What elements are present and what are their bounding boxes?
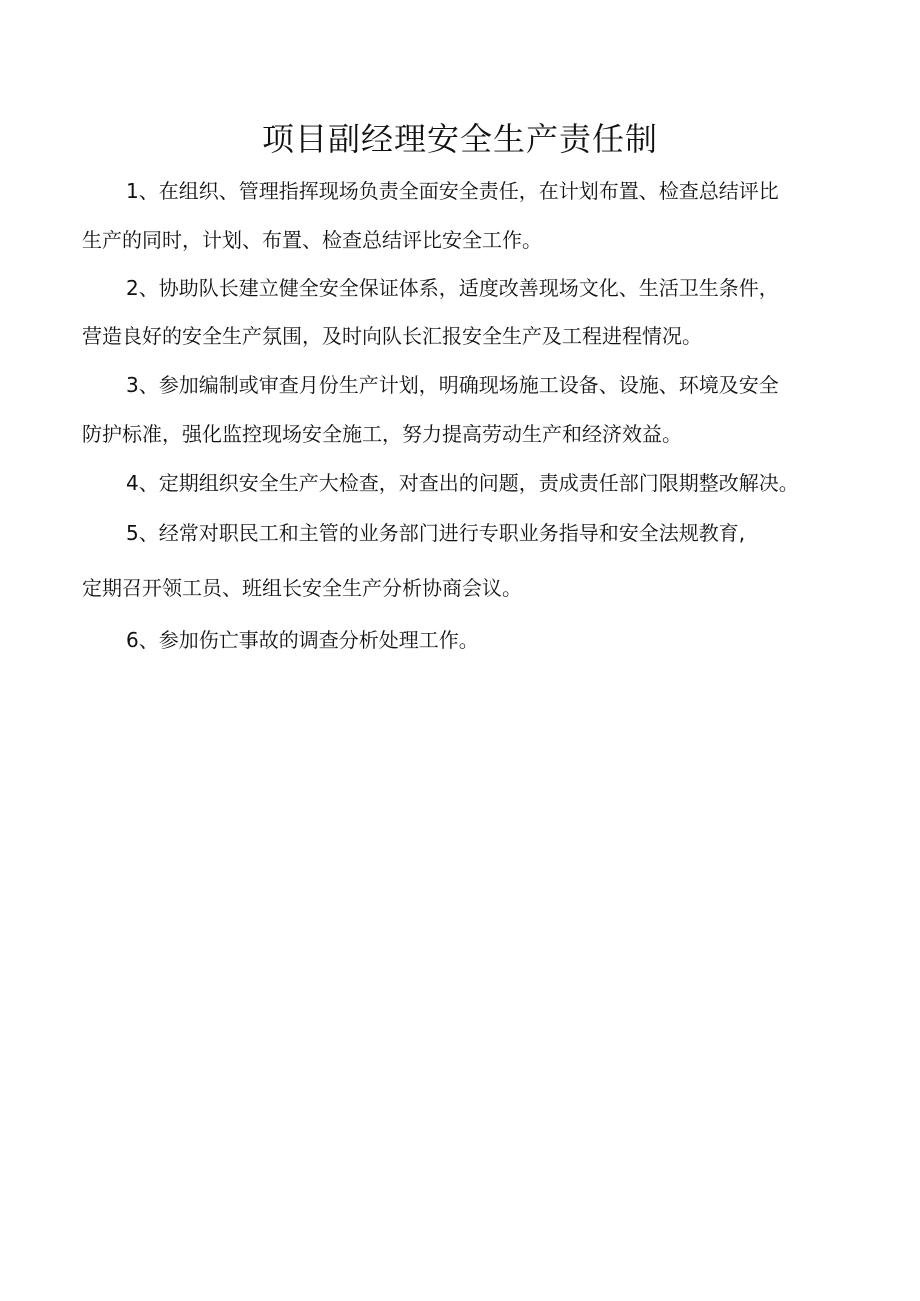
paragraph-2-line-2: 营造良好的安全生产氛围，及时向队长汇报安全生产及工程进程情况。 xyxy=(82,324,702,348)
paragraph-5-line-1: 5、经常对职民工和主管的业务部门进行专职业务指导和安全法规教育, xyxy=(126,521,746,545)
paragraph-3-line-1: 3、参加编制或审查月份生产计划，明确现场施工设备、设施、环境及安全 xyxy=(126,373,779,397)
paragraph-1-line-2: 生产的同时，计划、布置、检查总结评比安全工作。 xyxy=(82,228,542,252)
document-title: 项目副经理安全生产责任制 xyxy=(261,120,658,158)
paragraph-5-line-2: 定期召开领工员、班组长安全生产分析协商会议。 xyxy=(82,576,522,600)
paragraph-2-line-1: 2、协助队长建立健全安全保证体系，适度改善现场文化、生活卫生条件， xyxy=(126,276,779,300)
paragraph-1-line-1: 1、在组织、管理指挥现场负责全面安全责任，在计划布置、检查总结评比 xyxy=(126,179,779,203)
paragraph-6-line-1: 6、参加伤亡事故的调查分析处理工作。 xyxy=(126,628,479,652)
paragraph-3-line-2: 防护标准，强化监控现场安全施工，努力提高劳动生产和经济效益。 xyxy=(82,422,682,446)
paragraph-4-line-1: 4、定期组织安全生产大检查，对查出的问题，责成责任部门限期整改解决。 xyxy=(126,471,799,495)
